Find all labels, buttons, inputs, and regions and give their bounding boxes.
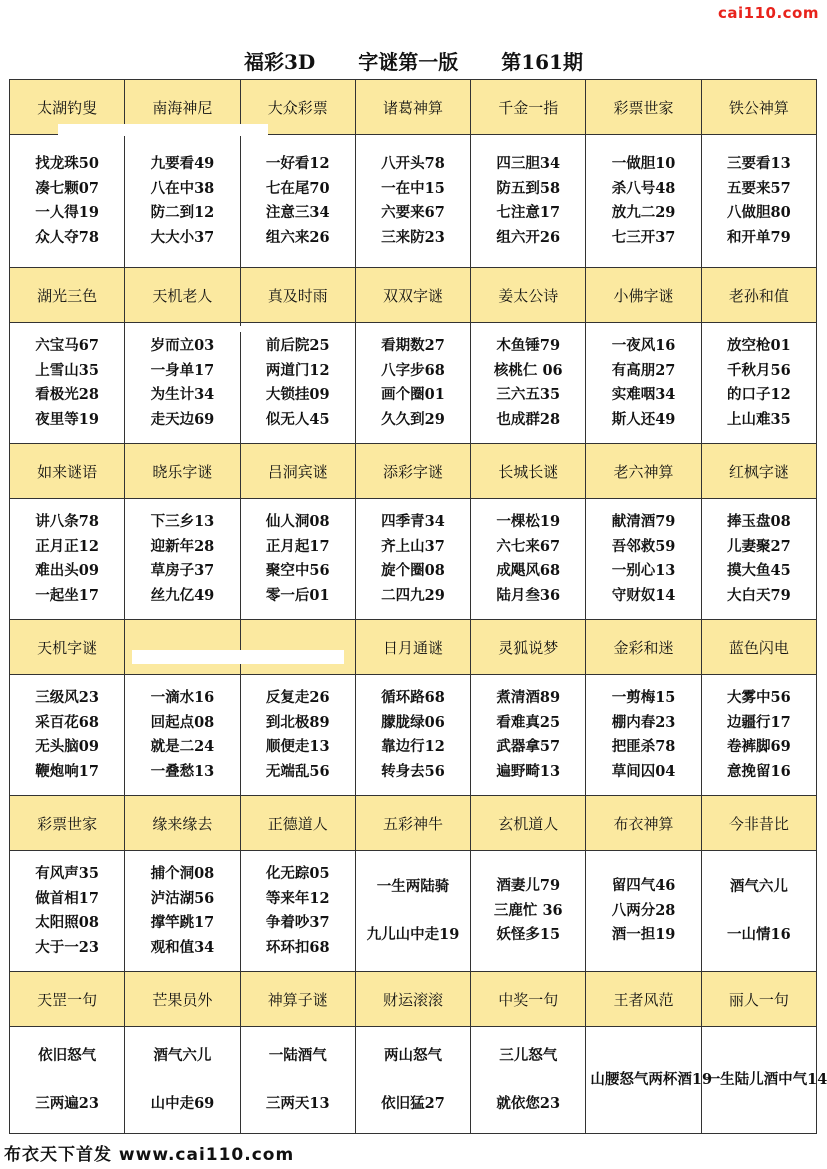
riddle-line: 环环扣68 — [265, 938, 330, 956]
riddle-line: 正月起17 — [265, 537, 330, 555]
riddle-line: 反复走26 — [265, 689, 330, 706]
riddle-line: 核桃仁 06 — [493, 361, 563, 379]
riddle-line: 一山情16 — [727, 926, 791, 943]
riddle-line: 为生计34 — [150, 386, 215, 403]
riddle-line: 丝九亿49 — [150, 586, 215, 604]
riddle-line: 下三乡13 — [150, 513, 215, 530]
riddle-line: 正月正12 — [35, 537, 99, 555]
page-title — [0, 46, 827, 75]
riddle-line: 聚空中56 — [265, 562, 330, 579]
riddle-line: 留四气46 — [611, 877, 676, 895]
riddle-line: 妖怪多15 — [496, 926, 561, 944]
riddle-line: 二四九29 — [381, 586, 445, 604]
riddle-line: 三要看13 — [727, 155, 791, 172]
riddle-line: 循环路68 — [381, 689, 445, 706]
riddle-line: 一生陆儿酒中气14 — [705, 1071, 827, 1088]
riddle-line: 山腰怒气两杯酒19 — [590, 1071, 713, 1088]
riddle-cell — [471, 851, 586, 972]
riddle-row — [10, 851, 817, 972]
riddle-author-cell — [240, 620, 355, 675]
riddle-line: 七三开37 — [611, 228, 676, 246]
riddle-line: 顺便走13 — [265, 738, 330, 755]
riddle-cell — [125, 851, 240, 972]
riddle-author-cell: 缘来缘去 — [125, 796, 240, 851]
riddle-line: 大大小37 — [150, 228, 215, 246]
riddle-row — [10, 675, 817, 796]
header-row — [10, 796, 817, 851]
riddle-line: 八两分28 — [611, 901, 676, 919]
riddle-line: 陆月叁36 — [496, 586, 561, 604]
riddle-author-cell: 丽人一句 — [701, 972, 816, 1027]
riddle-line: 大于一23 — [35, 938, 99, 956]
header-row — [10, 444, 817, 499]
riddle-line: 武器拿57 — [496, 738, 561, 755]
riddle-author-cell: 双双字谜 — [355, 268, 470, 323]
riddle-cell — [10, 1027, 125, 1134]
riddle-line: 两山怒气 — [383, 1047, 442, 1064]
riddle-line: 注意三34 — [265, 204, 330, 221]
riddle-author-cell: 天机老人 — [125, 268, 240, 323]
riddle-line: 一身单17 — [150, 361, 215, 379]
riddle-author-cell: 长城长谜 — [471, 444, 586, 499]
riddle-cell — [471, 499, 586, 620]
riddle-author-cell: 玄机道人 — [471, 796, 586, 851]
riddle-cell — [701, 675, 816, 796]
brand-logo: cai110.com — [718, 4, 819, 22]
riddle-line: 零一后01 — [265, 586, 330, 604]
riddle-line: 上雪山35 — [35, 361, 99, 379]
riddle-line: 凑七颗07 — [35, 179, 99, 197]
riddle-cell — [240, 675, 355, 796]
riddle-cell — [240, 1027, 355, 1134]
riddle-cell — [586, 851, 701, 972]
riddle-author-cell: 南海神尼 — [125, 80, 240, 135]
riddle-cell — [240, 323, 355, 444]
riddle-cell — [10, 675, 125, 796]
riddle-line: 四三胆34 — [496, 155, 561, 172]
riddle-line: 把匪杀78 — [611, 738, 676, 755]
riddle-line: 遍野畸13 — [496, 762, 561, 780]
riddle-line: 似无人45 — [265, 410, 330, 428]
riddle-line: 朦胧绿06 — [381, 713, 445, 731]
riddle-line: 和开单79 — [727, 228, 791, 246]
riddle-author-cell: 彩票世家 — [586, 80, 701, 135]
riddle-line: 依旧怒气 — [38, 1047, 97, 1064]
riddle-row — [10, 499, 817, 620]
riddle-cell — [701, 851, 816, 972]
riddle-line: 八做胆80 — [727, 204, 791, 221]
riddle-author-cell: 湖光三色 — [10, 268, 125, 323]
riddle-line: 大白天79 — [727, 586, 791, 604]
riddle-line: 岁而立03 — [150, 337, 215, 354]
riddle-line: 六宝马67 — [35, 337, 99, 354]
riddle-cell — [10, 323, 125, 444]
riddle-line: 三级风23 — [35, 689, 99, 706]
riddle-line: 齐上山37 — [381, 537, 445, 555]
riddle-author-cell: 红枫字谜 — [701, 444, 816, 499]
riddle-line: 到北极89 — [265, 713, 330, 731]
riddle-line: 仙人洞08 — [265, 513, 330, 530]
riddle-author-cell: 添彩字谜 — [355, 444, 470, 499]
riddle-line: 酒气六儿 — [729, 878, 788, 895]
riddle-cell — [240, 499, 355, 620]
riddle-row — [10, 323, 817, 444]
riddle-line: 木鱼锤79 — [496, 337, 561, 354]
riddle-line: 夜里等19 — [35, 410, 99, 428]
riddle-author-cell: 王者风范 — [586, 972, 701, 1027]
riddle-line: 守财奴14 — [611, 586, 676, 604]
riddle-line: 鞭炮响17 — [35, 762, 99, 780]
riddle-line: 一起坐17 — [35, 586, 99, 604]
riddle-line: 煮清酒89 — [496, 689, 561, 706]
riddle-line: 看难真25 — [496, 713, 561, 731]
riddle-line: 儿妻聚27 — [727, 537, 791, 555]
riddle-author-cell — [125, 620, 240, 675]
riddle-line: 久久到29 — [381, 410, 445, 428]
edition-name: 字谜第一版 — [358, 50, 459, 74]
riddle-line: 看期数27 — [381, 337, 445, 354]
riddle-line: 棚内春23 — [611, 713, 676, 731]
riddle-line: 八开头78 — [381, 155, 445, 172]
riddle-author-cell: 天罡一句 — [10, 972, 125, 1027]
riddle-line: 无头脑09 — [35, 738, 99, 755]
riddle-line: 组六来26 — [265, 228, 330, 246]
riddle-line: 四季青34 — [381, 513, 445, 530]
riddle-line: 防二到12 — [150, 204, 215, 221]
header-row — [10, 268, 817, 323]
riddle-author-cell: 晓乐字谜 — [125, 444, 240, 499]
riddle-line: 三儿怒气 — [499, 1047, 558, 1064]
riddle-line: 观和值34 — [150, 938, 215, 956]
riddle-line: 做首相17 — [35, 889, 99, 907]
riddle-line: 边疆行17 — [727, 713, 791, 731]
riddle-line: 摸大鱼45 — [727, 562, 791, 579]
riddle-cell — [10, 135, 125, 268]
riddle-line: 两道门12 — [265, 361, 330, 379]
riddle-line: 一人得19 — [35, 204, 99, 221]
riddle-author-cell: 太湖钓叟 — [10, 80, 125, 135]
riddle-line: 等来年12 — [265, 889, 330, 907]
riddle-author-cell: 姜太公诗 — [471, 268, 586, 323]
riddle-line: 众人夺78 — [35, 228, 99, 246]
riddle-cell — [701, 135, 816, 268]
riddle-cell — [586, 499, 701, 620]
riddle-author-cell: 五彩神牛 — [355, 796, 470, 851]
riddle-cell — [125, 1027, 240, 1134]
riddle-line: 画个圈01 — [381, 386, 445, 403]
riddle-author-cell: 铁公神算 — [701, 80, 816, 135]
riddle-cell — [355, 1027, 470, 1134]
riddle-cell — [701, 323, 816, 444]
riddle-line: 一别心13 — [611, 562, 676, 579]
riddle-line: 组六开26 — [496, 228, 561, 246]
riddle-line: 意挽留16 — [727, 762, 791, 780]
riddle-line: 转身去56 — [381, 762, 445, 780]
riddle-line: 走天边69 — [150, 410, 215, 428]
riddle-line: 草房子37 — [150, 562, 215, 579]
riddle-line: 一剪梅15 — [611, 689, 676, 706]
riddle-line: 大雾中56 — [727, 689, 791, 706]
riddle-line: 化无踪05 — [265, 865, 330, 882]
riddle-line: 回起点08 — [150, 713, 215, 731]
riddle-author-cell: 蓝色闪电 — [701, 620, 816, 675]
riddle-author-cell: 灵狐说梦 — [471, 620, 586, 675]
riddle-line: 前后院25 — [265, 337, 330, 354]
riddle-line: 一棵松19 — [496, 513, 561, 530]
footer-credit: 布衣天下首发 www.cai110.com — [4, 1145, 295, 1165]
riddle-cell — [125, 675, 240, 796]
riddle-line: 迎新年28 — [150, 537, 215, 555]
issue-number: 第161期 — [501, 50, 583, 74]
riddle-line: 六七来67 — [496, 537, 561, 555]
riddle-line: 三来防23 — [381, 228, 445, 246]
riddle-cell — [240, 851, 355, 972]
riddle-author-cell: 如来谜语 — [10, 444, 125, 499]
riddle-cell — [355, 135, 470, 268]
riddle-author-cell: 正德道人 — [240, 796, 355, 851]
riddle-line: 一好看12 — [265, 155, 330, 172]
riddle-line: 三两遍23 — [35, 1095, 99, 1112]
riddle-cell — [125, 135, 240, 268]
riddle-author-cell: 布衣神算 — [586, 796, 701, 851]
riddle-author-cell: 芒果员外 — [125, 972, 240, 1027]
riddle-table — [9, 79, 827, 1134]
riddle-cell — [125, 323, 240, 444]
riddle-line: 争着吵37 — [265, 914, 330, 931]
riddle-line: 有风声35 — [35, 865, 99, 882]
riddle-author-cell: 金彩和迷 — [586, 620, 701, 675]
riddle-cell — [586, 675, 701, 796]
riddle-line: 五要来57 — [727, 179, 791, 197]
riddle-row — [10, 135, 817, 268]
riddle-cell — [701, 1027, 827, 1134]
riddle-cell — [586, 323, 701, 444]
riddle-author-cell: 神算子谜 — [240, 972, 355, 1027]
riddle-author-cell: 天机字谜 — [10, 620, 125, 675]
riddle-line: 太阳照08 — [35, 914, 99, 931]
riddle-line: 泸沽湖56 — [150, 889, 215, 907]
riddle-line: 靠边行12 — [381, 738, 445, 755]
riddle-author-cell: 老六神算 — [586, 444, 701, 499]
riddle-cell — [355, 675, 470, 796]
riddle-line: 捕个洞08 — [150, 865, 215, 882]
riddle-line: 一叠愁13 — [150, 762, 215, 780]
riddle-line: 一在中15 — [381, 179, 445, 197]
riddle-author-cell: 大众彩票 — [240, 80, 355, 135]
riddle-line: 采百花68 — [35, 713, 99, 731]
riddle-author-cell: 小佛字谜 — [586, 268, 701, 323]
riddle-line: 三六五35 — [496, 386, 561, 403]
riddle-line: 九儿山中走19 — [366, 926, 460, 943]
riddle-line: 就依您23 — [496, 1095, 561, 1112]
lottery-name: 福彩3D — [244, 50, 316, 74]
riddle-line: 献清酒79 — [611, 513, 676, 530]
riddle-author-cell: 中奖一句 — [471, 972, 586, 1027]
riddle-line: 吾邻救59 — [611, 537, 676, 555]
riddle-line: 讲八条78 — [35, 513, 99, 530]
riddle-cell — [471, 135, 586, 268]
riddle-cell — [586, 135, 701, 268]
riddle-line: 就是二24 — [150, 738, 215, 755]
riddle-line: 放空枪01 — [727, 337, 791, 354]
riddle-cell — [471, 1027, 586, 1134]
riddle-cell — [125, 499, 240, 620]
riddle-line: 捧玉盘08 — [727, 513, 791, 530]
riddle-line: 有高朋27 — [611, 361, 676, 379]
riddle-cell — [355, 851, 470, 972]
riddle-line: 三两天13 — [265, 1095, 330, 1112]
riddle-line: 九要看49 — [150, 155, 215, 172]
riddle-line: 找龙珠50 — [35, 155, 99, 172]
riddle-author-cell: 财运滚滚 — [355, 972, 470, 1027]
riddle-author-cell: 吕洞宾谜 — [240, 444, 355, 499]
riddle-line: 的口子12 — [727, 386, 791, 403]
riddle-line: 成飓风68 — [496, 562, 561, 579]
riddle-line: 卷裤脚69 — [727, 738, 791, 755]
riddle-cell — [701, 499, 816, 620]
riddle-line: 酒妻儿79 — [496, 877, 561, 895]
riddle-author-cell: 日月通谜 — [355, 620, 470, 675]
riddle-line: 八字步68 — [381, 361, 445, 379]
riddle-line: 酒气六儿 — [153, 1047, 212, 1064]
riddle-line: 一生两陆骑 — [376, 878, 450, 895]
riddle-line: 杀八号48 — [611, 179, 676, 197]
riddle-line: 七在尾70 — [265, 179, 330, 197]
riddle-row — [10, 1027, 817, 1134]
riddle-author-cell: 老孙和值 — [701, 268, 816, 323]
scan-smudge — [58, 124, 268, 136]
riddle-cell — [10, 851, 125, 972]
riddle-author-cell: 真及时雨 — [240, 268, 355, 323]
riddle-line: 八在中38 — [150, 179, 215, 197]
header-row — [10, 620, 817, 675]
riddle-line: 一陆酒气 — [268, 1047, 327, 1064]
riddle-line: 也成群28 — [496, 410, 561, 428]
riddle-author-cell: 诸葛神算 — [355, 80, 470, 135]
riddle-cell — [586, 1027, 713, 1134]
riddle-line: 六要来67 — [381, 204, 445, 221]
riddle-line: 撑竿跳17 — [150, 914, 215, 931]
riddle-cell — [355, 323, 470, 444]
riddle-cell — [471, 675, 586, 796]
riddle-cell — [471, 323, 586, 444]
riddle-line: 草间囚04 — [611, 762, 676, 780]
riddle-line: 大锁挂09 — [265, 386, 330, 403]
riddle-author-cell: 今非昔比 — [701, 796, 816, 851]
riddle-author-cell: 彩票世家 — [10, 796, 125, 851]
riddle-line: 放九二29 — [611, 204, 676, 221]
riddle-line: 一做胆10 — [611, 155, 676, 172]
header-row — [10, 972, 817, 1027]
riddle-line: 三鹿忙 36 — [493, 901, 563, 919]
riddle-line: 看极光28 — [35, 386, 99, 403]
riddle-line: 依旧猛27 — [381, 1095, 445, 1112]
riddle-line: 实难咽34 — [611, 386, 676, 403]
riddle-line: 一夜风16 — [611, 337, 676, 354]
scan-smudge — [132, 650, 344, 664]
riddle-line: 山中走69 — [150, 1095, 215, 1112]
riddle-line: 千秋月56 — [727, 361, 791, 379]
riddle-cell — [355, 499, 470, 620]
riddle-author-cell: 千金一指 — [471, 80, 586, 135]
riddle-cell — [240, 135, 355, 268]
riddle-line: 防五到58 — [496, 179, 561, 197]
riddle-cell — [10, 499, 125, 620]
riddle-line: 斯人还49 — [611, 410, 676, 428]
riddle-line: 酒一担19 — [611, 926, 676, 944]
riddle-line: 难出头09 — [35, 562, 99, 579]
riddle-line: 上山难35 — [727, 410, 791, 428]
scan-smudge — [230, 326, 310, 332]
riddle-line: 无端乱56 — [265, 762, 330, 780]
riddle-line: 一滴水16 — [150, 689, 215, 706]
riddle-line: 七注意17 — [496, 204, 561, 221]
riddle-line: 旋个圈08 — [381, 562, 445, 579]
